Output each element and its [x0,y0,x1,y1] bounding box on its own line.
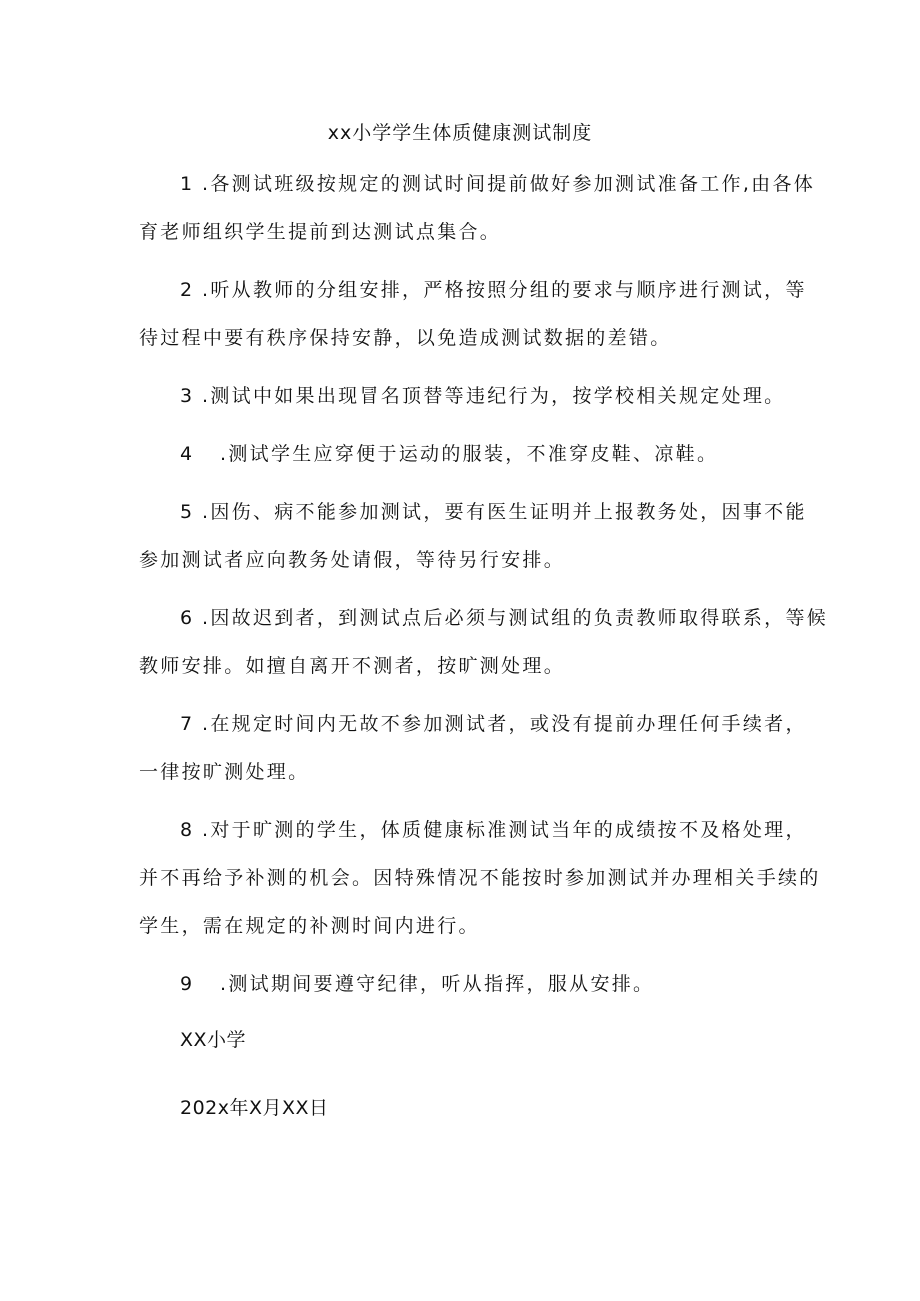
item-2-number: 2 [180,279,193,301]
item-1-text: .各测试班级按规定的测试时间提前做好参加测试准备工作,由各体 [202,173,816,195]
item-2-line-2: 待过程中要有秩序保持安静，以免造成测试数据的差错。 [139,327,672,349]
item-8-line-3: 学生，需在规定的补测时间内进行。 [139,915,480,937]
item-3-number: 3 [180,385,193,407]
item-5-line-1 [180,500,807,524]
item-3-line-1 [180,384,785,408]
item-5-text: .因伤、病不能参加测试，要有医生证明并上报教务处，因事不能 [202,501,807,523]
item-6-line-2: 教师安排。如擅自离开不测者，按旷测处理。 [139,655,566,677]
item-5-number: 5 [180,501,193,523]
item-6-number: 6 [180,607,193,629]
item-7-line-1 [180,712,807,736]
item-8-text: .对于旷测的学生，体质健康标准测试当年的成绩按不及格处理， [202,819,807,841]
item-7-line-2: 一律按旷测处理。 [139,761,310,783]
item-3-text: .测试中如果出现冒名顶替等违纪行为，按学校相关规定处理。 [202,385,786,407]
item-9-text: .测试期间要遵守纪律，听从指挥，服从安排。 [220,973,655,995]
signature-school: XX小学 [180,1029,247,1051]
signature-date: 202x年X月XX日 [180,1097,329,1119]
item-4-line-1 [180,442,718,466]
item-2-text: .听从教师的分组安排，严格按照分组的要求与顺序进行测试，等 [202,279,807,301]
item-7-number: 7 [180,713,193,735]
item-8-number: 8 [180,819,193,841]
item-4-text: .测试学生应穿便于运动的服装，不准穿皮鞋、凉鞋。 [220,443,719,465]
item-1-line-1 [180,172,815,196]
item-7-text: .在规定时间内无故不参加测试者，或没有提前办理任何手续者， [202,713,807,735]
item-9-line-1 [180,972,654,996]
item-2-line-1 [180,278,807,302]
item-1-number: 1 [180,173,193,195]
document-title: xx小学学生体质健康测试制度 [327,122,593,144]
item-4-number: 4 [180,443,193,465]
item-6-line-1 [180,606,828,630]
item-1-line-2: 育老师组织学生提前到达测试点集合。 [139,221,502,243]
item-6-text: .因故迟到者，到测试点后必须与测试组的负责教师取得联系，等候 [202,607,829,629]
item-8-line-2: 并不再给予补测的机会。因特殊情况不能按时参加测试并办理相关手续的 [139,867,821,889]
item-8-line-1 [180,818,807,842]
item-9-number: 9 [180,973,193,995]
item-5-line-2: 参加测试者应向教务处请假，等待另行安排。 [139,549,566,571]
